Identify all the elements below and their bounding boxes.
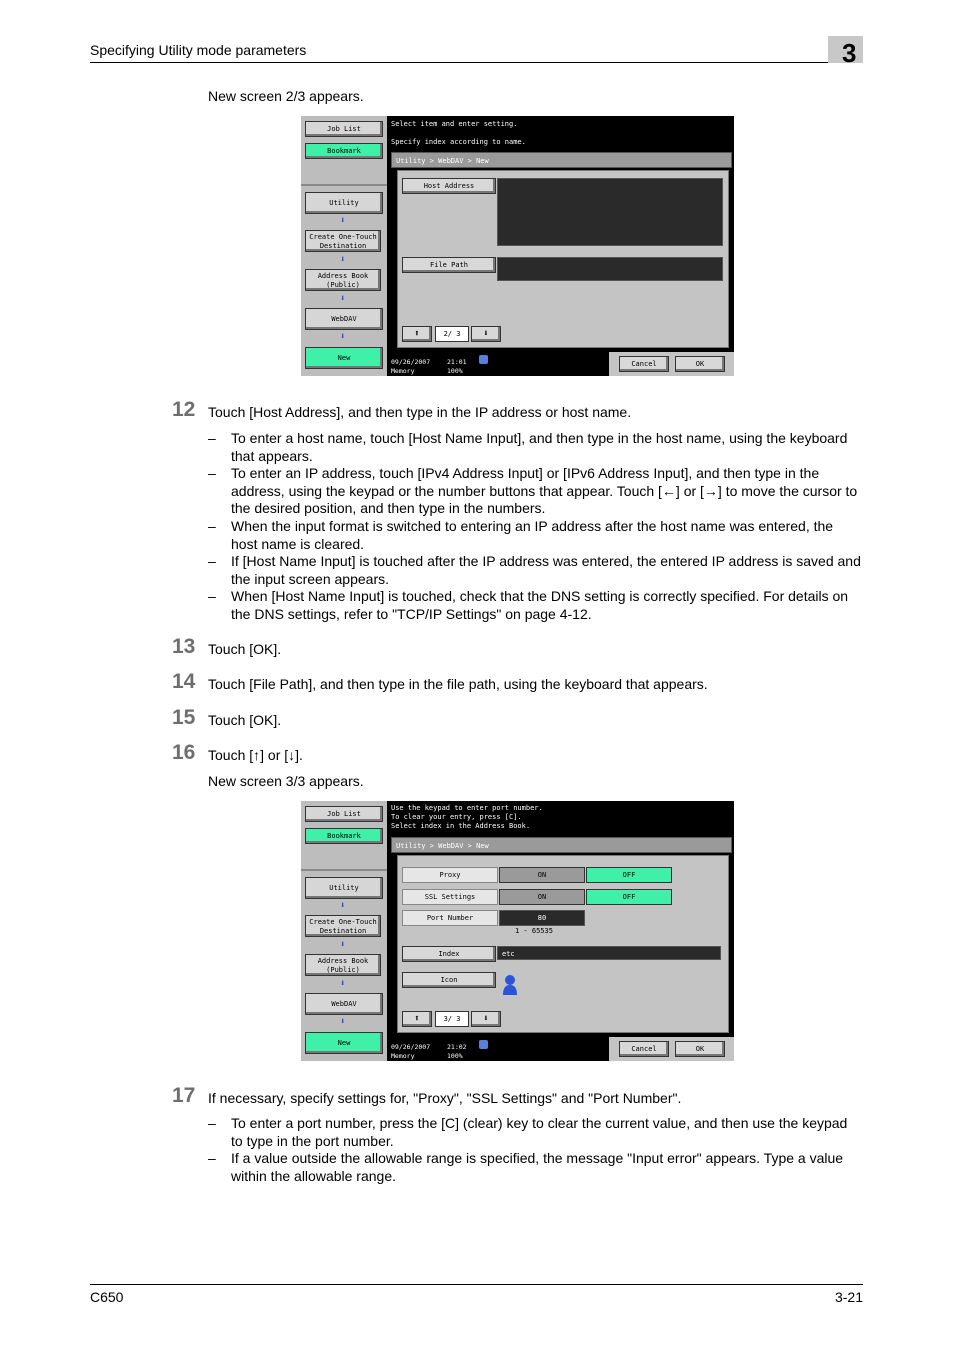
person-icon (502, 974, 518, 996)
bullet-text: To enter a port number, press the [C] (clear) key to clear the current value, and then use the keypad to type in the port number. (231, 1115, 848, 1149)
index-button[interactable]: Index (402, 946, 496, 962)
footer-rule (90, 1284, 863, 1285)
status-time: 21:01 (447, 358, 467, 366)
job-list-button[interactable]: Job List (305, 121, 383, 137)
page-up-button[interactable] (402, 1011, 432, 1027)
sidebar-divider (301, 184, 387, 186)
bullet-text: To enter an IP address, touch [IPv4 Address Input] or [IPv6 Address Input], and then type in the address, using the keypad or the number buttons that appear. Touch [←] or [→] to move the cursor to the desired position, and then type in the numbers. (231, 465, 858, 516)
message-line: Specify index according to name. (391, 138, 526, 146)
ssl-settings-label: SSL Settings (402, 889, 498, 905)
footer-button-area (609, 1037, 734, 1061)
status-bar (387, 352, 734, 376)
ssl-off-button[interactable]: OFF (586, 889, 672, 905)
cancel-button[interactable]: Cancel (619, 1041, 669, 1057)
bullet-text: When the input format is switched to entering an IP address after the host name was entered, the host name is cleared. (231, 518, 834, 552)
sidebar-divider (301, 869, 387, 871)
footer-button-area (609, 352, 734, 376)
host-address-button[interactable]: Host Address (402, 178, 496, 194)
job-list-button[interactable]: Job List (305, 806, 383, 822)
step-number: 17 (172, 1084, 196, 1107)
page-up-button[interactable] (402, 326, 432, 342)
bullet-text: When [Host Name Input] is touched, check that the DNS setting is correctly specified. For details on the DNS settings, refer to "TCP/IP Settings" on page 4-12. (231, 588, 849, 622)
step-text: Touch [OK]. (208, 712, 282, 728)
settings-panel (397, 170, 729, 348)
status-memory-label: Memory (391, 1052, 415, 1060)
ok-button[interactable]: OK (675, 356, 725, 372)
status-memory-label: Memory (391, 367, 415, 375)
host-address-field[interactable] (497, 178, 723, 246)
intro-screen-3: New screen 3/3 appears. (208, 773, 364, 789)
proxy-on-button[interactable]: ON (499, 867, 585, 883)
running-header: Specifying Utility mode parameters (90, 42, 307, 58)
proxy-off-button[interactable]: OFF (586, 867, 672, 883)
new-button[interactable]: New (305, 1032, 383, 1054)
file-path-button[interactable]: File Path (402, 257, 496, 273)
arrow-up-icon: ⬆ (414, 1014, 420, 1024)
address-book-button[interactable]: Address Book (Public) (305, 954, 381, 976)
ssl-on-button[interactable]: ON (499, 889, 585, 905)
sidebar (301, 116, 387, 376)
step-text: Touch [OK]. (208, 641, 282, 657)
down-arrow-icon: ⬇ (340, 216, 346, 226)
port-number-field[interactable]: 80 (499, 910, 585, 926)
toner-icon (479, 1040, 488, 1049)
step-number: 16 (172, 741, 196, 764)
create-one-touch-button[interactable]: Create One-Touch Destination (305, 915, 381, 937)
create-one-touch-button[interactable]: Create One-Touch Destination (305, 230, 381, 252)
port-number-label: Port Number (402, 910, 498, 926)
sidebar (301, 801, 387, 1061)
utility-button[interactable]: Utility (305, 877, 383, 899)
proxy-label: Proxy (402, 867, 498, 883)
port-range: 1 - 65535 (515, 927, 553, 935)
index-value: etc (497, 946, 721, 960)
icon-button[interactable]: Icon (402, 972, 496, 988)
arrow-down-icon: ⬇ (483, 329, 489, 339)
arrow-down-icon: ⬇ (483, 1014, 489, 1024)
down-arrow-icon: ⬇ (340, 332, 346, 342)
down-arrow-icon: ⬇ (340, 901, 346, 911)
status-memory-value: 100% (447, 367, 463, 375)
down-arrow-icon: ⬇ (340, 1017, 346, 1027)
footer-page-number: 3-21 (834, 1289, 863, 1305)
down-arrow-icon: ⬇ (340, 255, 346, 265)
message-line: Select index in the Address Book. (391, 822, 531, 830)
new-button[interactable]: New (305, 347, 383, 369)
message-line: Use the keypad to enter port number. (391, 804, 543, 812)
step-number: 12 (172, 398, 196, 421)
ok-button[interactable]: OK (675, 1041, 725, 1057)
step-number: 13 (172, 635, 196, 658)
bookmark-button[interactable]: Bookmark (305, 143, 383, 159)
address-book-button[interactable]: Address Book (Public) (305, 269, 381, 291)
status-bar (387, 1037, 734, 1061)
message-line: To clear your entry, press [C]. (391, 813, 522, 821)
status-memory-value: 100% (447, 1052, 463, 1060)
step-number: 14 (172, 670, 196, 693)
settings-panel (397, 855, 729, 1033)
down-arrow-icon: ⬇ (340, 979, 346, 989)
footer-model: C650 (90, 1289, 124, 1305)
step-text: Touch [File Path], and then type in the file path, using the keyboard that appears. (208, 676, 708, 692)
header-rule (90, 62, 863, 63)
breadcrumb: Utility > WebDAV > New (391, 152, 732, 168)
file-path-field[interactable] (497, 257, 723, 281)
utility-button[interactable]: Utility (305, 192, 383, 214)
status-date: 09/26/2007 (391, 358, 431, 366)
status-date: 09/26/2007 (391, 1043, 431, 1051)
toner-icon (479, 355, 488, 364)
webdav-button[interactable]: WebDAV (305, 993, 383, 1015)
bullet-text: If a value outside the allowable range is specified, the message "Input error" appears. Type a value within the allowable range. (231, 1150, 844, 1184)
bookmark-button[interactable]: Bookmark (305, 828, 383, 844)
status-time: 21:02 (447, 1043, 467, 1051)
screenshot-screen-3 (301, 801, 734, 1061)
screenshot-screen-2 (301, 116, 734, 376)
down-arrow-icon: ⬇ (340, 294, 346, 304)
page-indicator: 2/ 3 (435, 326, 469, 342)
page-down-button[interactable] (471, 326, 501, 342)
arrow-up-icon: ⬆ (414, 329, 420, 339)
bullet-text: If [Host Name Input] is touched after the IP address was entered, the entered IP address is saved and the input screen appears. (231, 553, 861, 587)
breadcrumb: Utility > WebDAV > New (391, 837, 732, 853)
cancel-button[interactable]: Cancel (619, 356, 669, 372)
page-down-button[interactable] (471, 1011, 501, 1027)
intro-screen-2: New screen 2/3 appears. (208, 88, 364, 104)
message-line: Select item and enter setting. (391, 120, 518, 128)
step-text: If necessary, specify settings for, "Proxy", "SSL Settings" and "Port Number". (208, 1090, 682, 1106)
bullet-text: To enter a host name, touch [Host Name Input], and then type in the host name, using the keyboard that appears. (231, 430, 848, 464)
down-arrow-icon: ⬇ (340, 940, 346, 950)
step-text: Touch [Host Address], and then type in the IP address or host name. (208, 404, 632, 420)
step-number: 15 (172, 706, 196, 729)
webdav-button[interactable]: WebDAV (305, 308, 383, 330)
page-indicator: 3/ 3 (435, 1011, 469, 1027)
chapter-number: 3 (842, 38, 857, 68)
step-text: Touch [↑] or [↓]. (208, 747, 303, 763)
